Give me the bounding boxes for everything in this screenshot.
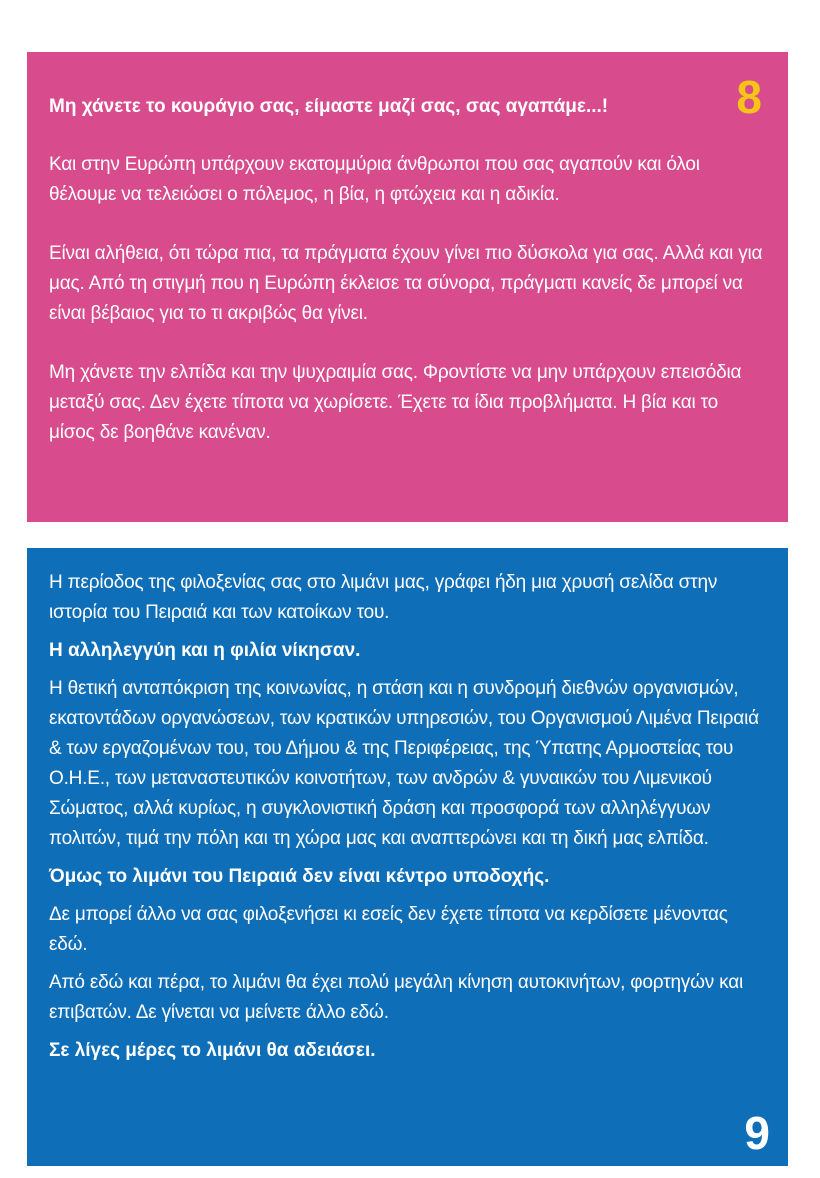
page-number-9: 9 [744, 1107, 770, 1159]
pink-lead-text: Μη χάνετε το κουράγιο σας, είμαστε μαζί σας, σας αγαπάμε...! [49, 96, 609, 117]
blue-panel [27, 548, 788, 1166]
blue-closing: Σε λίγες μέρες το λιμάνι θα αδειάσει. [49, 1040, 376, 1061]
blue-body-3: Από εδώ και πέρα, το λιμάνι θα έχει πολύ μεγάλη κίνηση αυτοκινήτων, φορτηγών και επιβατών. Δε γίνεται να μείνετε άλλο εδώ. [49, 972, 743, 1023]
blue-body-2: Δε μπορεί άλλο να σας φιλοξενήσει κι εσείς δεν έχετε τίποτα να κερδίσετε μένοντας εδώ. [49, 904, 728, 955]
blue-heading-solidarity: Η αλληλεγγύη και η φιλία νίκησαν. [49, 640, 361, 661]
blue-intro: Η περίοδος της φιλοξενίας σας στο λιμάνι μας, γράφει ήδη μια χρυσή σελίδα στην ιστορία του Πειραιά και των κατοίκων του. [49, 572, 718, 623]
page-number-8: 8 [736, 71, 762, 123]
blue-body-1: Η θετική ανταπόκριση της κοινωνίας, η στάση και η συνδρομή διεθνών οργανισμών, εκατοντάδων οργανώσεων, των κρατικών υπηρεσιών, του Οργανισμού Λιμένα Πειραιά & των εργαζομένων του, του Δήμου & της Περιφέρειας, της Ύπατης Αρμοστείας του Ο.Η.Ε., των μεταναστευτικών κοινοτήτων, των ανδρών & γυναικών του Λιμενικού Σώματος, αλλά κυρίως, η συγκλονιστική δράση και προσφορά των αλληλέγγυων πολιτών, τιμά την πόλη και τη χώρα μας και αναπτερώνει και τη δική μας ελπίδα. [49, 678, 759, 849]
pink-paragraph-2: Είναι αλήθεια, ότι τώρα πια, τα πράγματα έχουν γίνει πιο δύσκολα για σας. Αλλά και για μας. Από τη στιγμή που η Ευρώπη έκλεισε τα σύνορα, πράγματι κανείς δε μπορεί να είναι βέβαιος για το τι ακριβώς θα γίνει. [49, 243, 763, 324]
pink-paragraph-3: Μη χάνετε την ελπίδα και την ψυχραιμία σας. Φροντίστε να μην υπάρχουν επεισόδια μεταξύ σας. Δεν έχετε τίποτα να χωρίσετε. Έχετε τα ίδια προβλήματα. Η βία και το μίσος δε βοηθάνε κανέναν. [49, 362, 742, 443]
pink-panel [27, 52, 788, 522]
pink-paragraph-1: Και στην Ευρώπη υπάρχουν εκατομμύρια άνθρωποι που σας αγαπούν και όλοι θέλουμε να τελειώσει ο πόλεμος, η βία, η φτώχεια και η αδικία. [49, 154, 700, 205]
blue-heading-port: Όμως το λιμάνι του Πειραιά δεν είναι κέντρο υποδοχής. [49, 866, 550, 887]
